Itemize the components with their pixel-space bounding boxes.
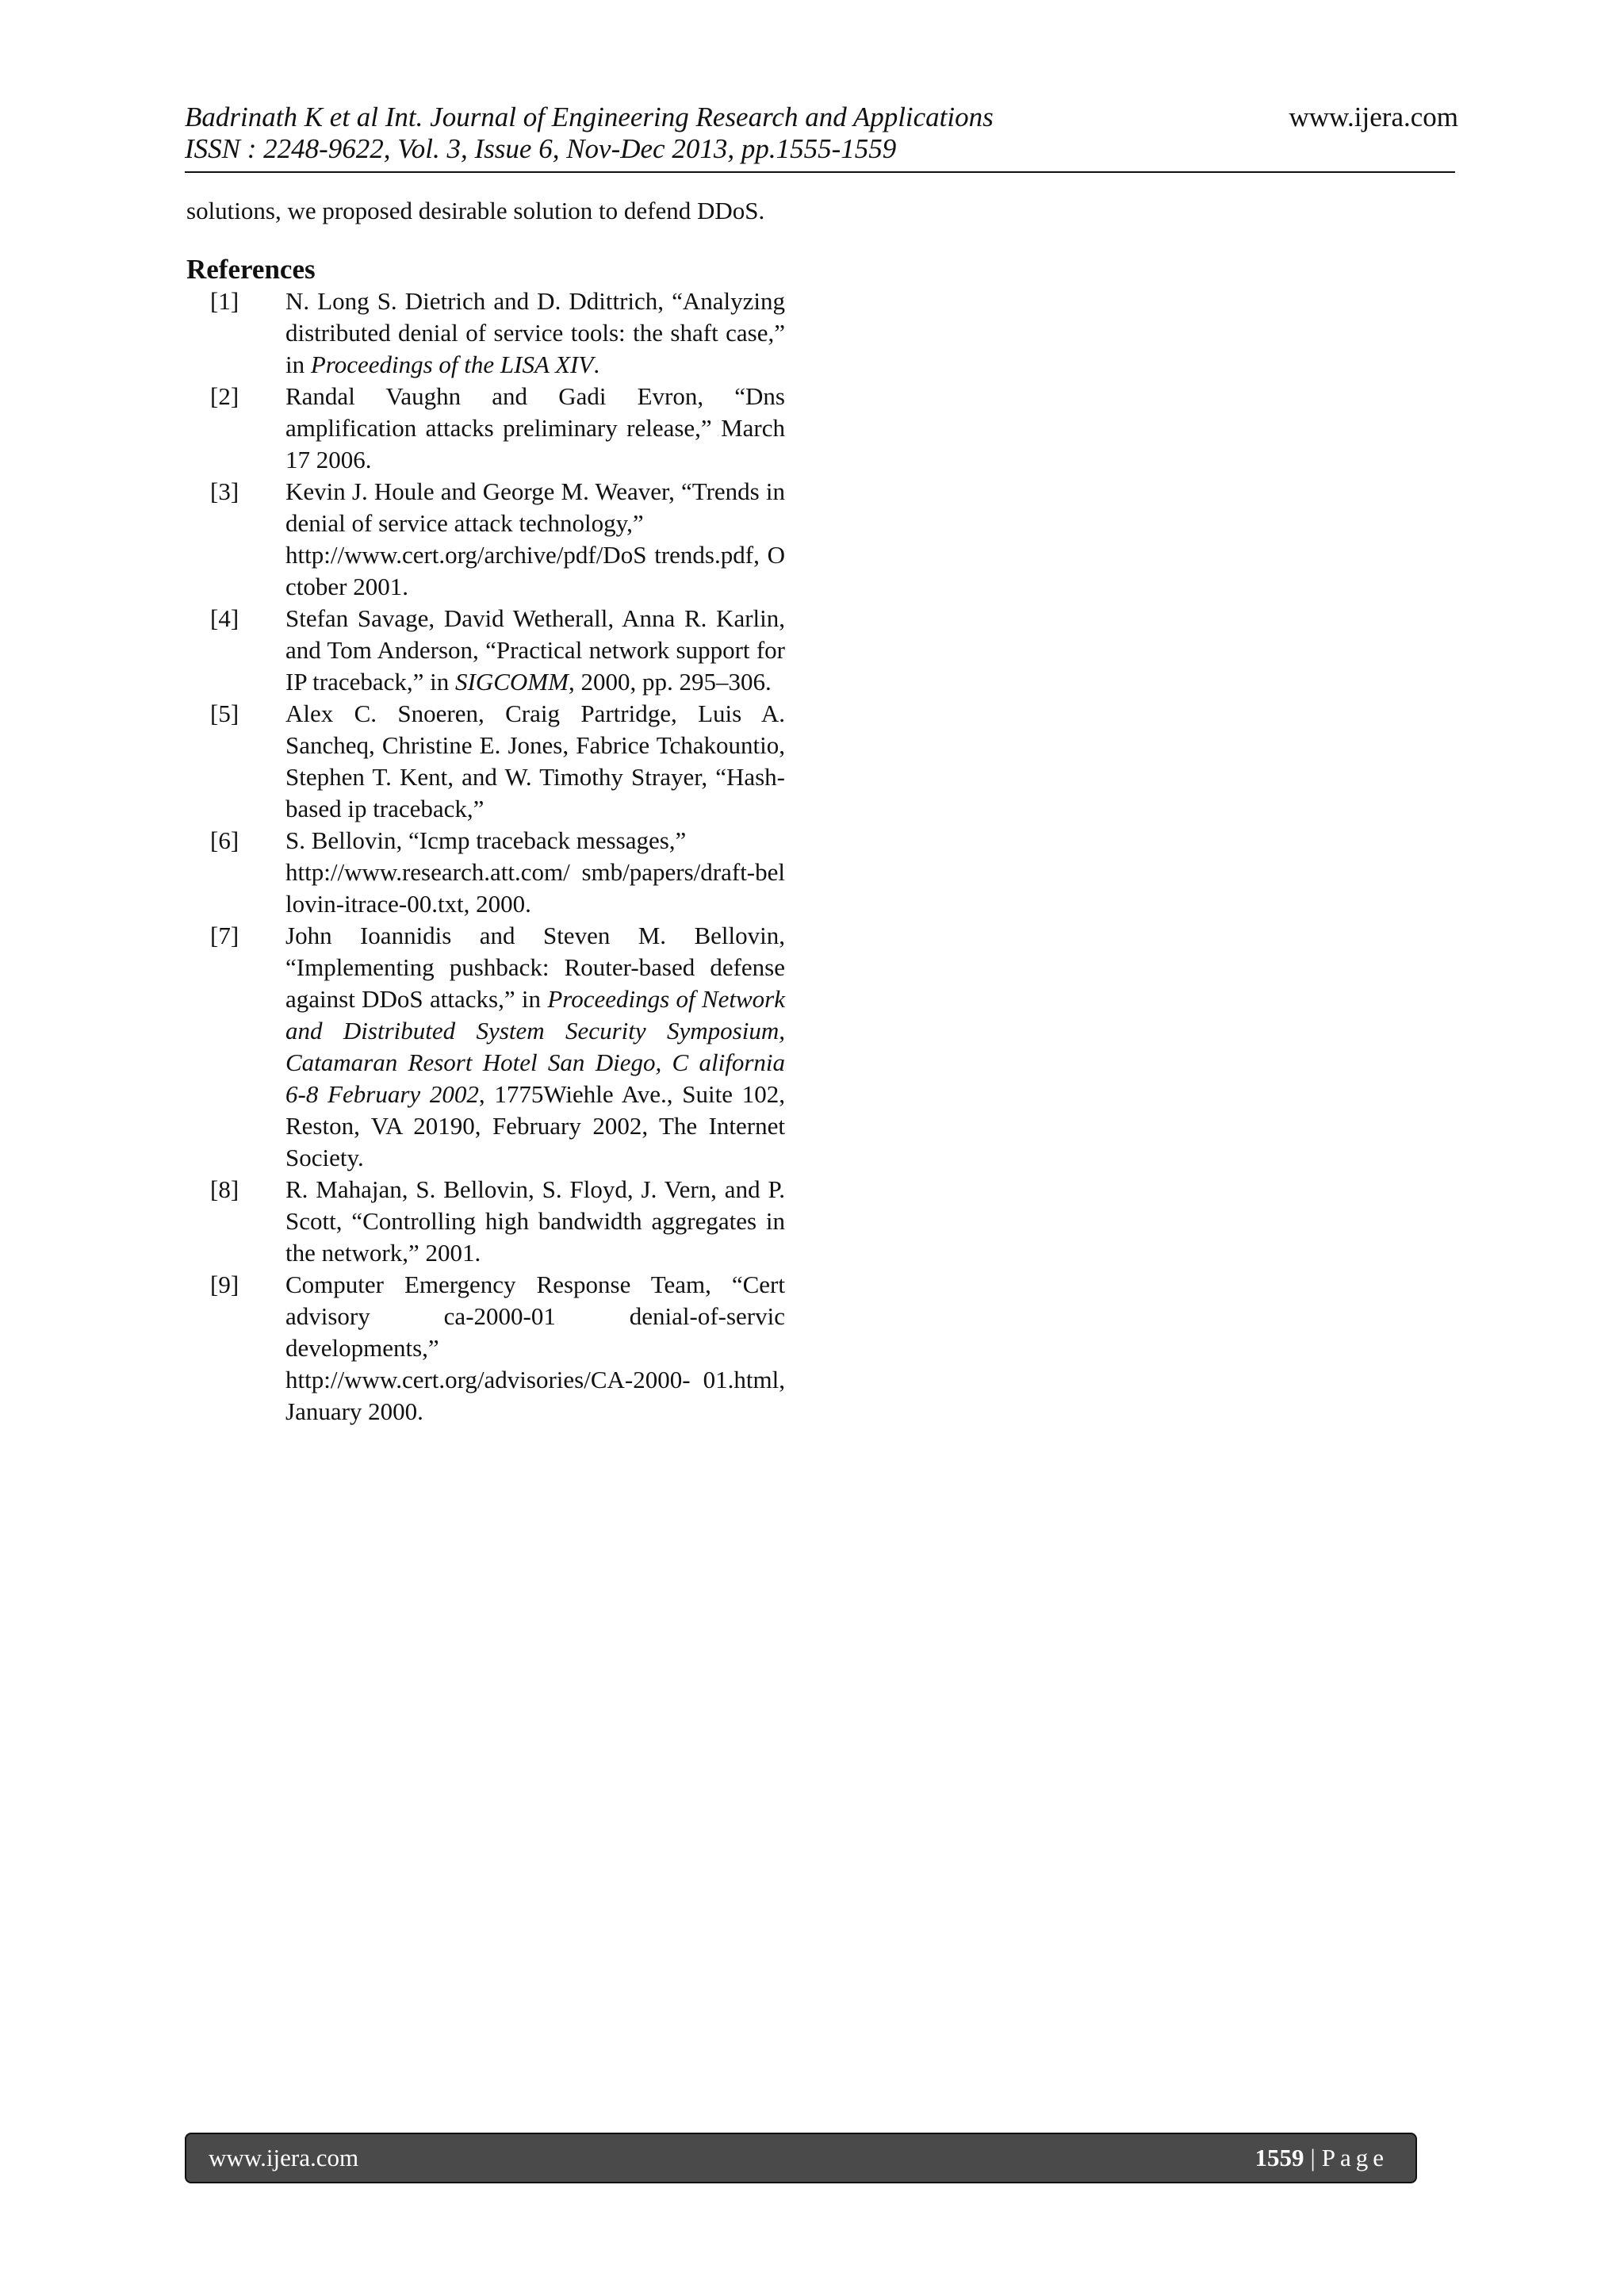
reference-number: [7] <box>210 922 239 949</box>
reference-number: [3] <box>210 477 239 505</box>
reference-venue: Proceedings of Network and Distributed System Security Symposium, Catamaran Resort Hotel San Diego, C alifornia 6-8 February 2002 <box>285 985 785 1108</box>
reference-body: S. Bellovin, “Icmp traceback messages,” <box>285 826 687 854</box>
reference-link[interactable]: http://www.cert.org/archive/pdf/DoS trends.pdf, October 2001. <box>285 541 785 600</box>
reference-number: [8] <box>210 1175 239 1203</box>
reference-item <box>186 286 785 381</box>
page-header <box>185 95 1458 173</box>
reference-venue: Proceedings of the LISA XIV <box>310 351 594 378</box>
reference-tail: , 2000, pp. 295–306. <box>568 668 772 696</box>
reference-text <box>285 286 785 381</box>
reference-text <box>285 476 785 603</box>
issn-line: ISSN : 2248-9622, Vol. 3, Issue 6, Nov-Dec 2013, pp.1555-1559 <box>185 133 897 164</box>
reference-item <box>186 1174 785 1269</box>
reference-text <box>285 603 785 698</box>
reference-link[interactable]: http://www.cert.org/advisories/CA-2000- 01.html, January 2000. <box>285 1366 785 1425</box>
reference-body: N. Long S. Dietrich and D. Ddittrich, “Analyzing distributed denial of service tools: the shaft case,” in <box>285 287 785 378</box>
page-separator: | <box>1310 2144 1316 2171</box>
reference-tail: . <box>593 351 600 378</box>
page-label: Page <box>1321 2144 1388 2171</box>
reference-number: [2] <box>210 382 239 410</box>
reference-item <box>186 476 785 603</box>
journal-url[interactable]: www.ijera.com <box>1289 102 1458 132</box>
header-divider <box>185 171 1455 173</box>
intro-paragraph: solutions, we proposed desirable solution to defend DDoS. <box>186 197 765 224</box>
reference-number: [9] <box>210 1271 239 1298</box>
reference-text <box>285 1269 785 1428</box>
references-heading: References <box>186 254 316 285</box>
reference-item <box>186 1269 785 1428</box>
reference-body: Randal Vaughn and Gadi Evron, “Dns amplification attacks preliminary release,” March 17 2006. <box>285 382 785 473</box>
reference-link[interactable]: http://www.research.att.com/ smb/papers/draft-bellovin-itrace-00.txt, 2000. <box>285 858 785 918</box>
reference-number: [1] <box>210 287 239 315</box>
journal-title: Badrinath K et al Int. Journal of Engineering Research and Applications <box>185 102 994 132</box>
reference-text <box>285 920 785 1174</box>
reference-text <box>285 698 785 825</box>
reference-item <box>186 825 785 920</box>
reference-body: Stefan Savage, David Wetherall, Anna R. Karlin, and Tom Anderson, “Practical network support for IP traceback,” in <box>285 604 785 696</box>
reference-text <box>285 825 785 920</box>
reference-body: Kevin J. Houle and George M. Weaver, “Trends in denial of service attack technology,” <box>285 477 785 537</box>
reference-number: [4] <box>210 604 239 632</box>
reference-text <box>285 1174 785 1269</box>
reference-body: Alex C. Snoeren, Craig Partridge, Luis A. Sancheq, Christine E. Jones, Fabrice Tchakountio, Stephen T. Kent, and W. Timothy Strayer, “Hash-based ip traceback,” <box>285 700 785 822</box>
page-footer <box>185 2133 1417 2183</box>
reference-item <box>186 698 785 825</box>
reference-venue: SIGCOMM <box>455 668 569 696</box>
footer-url[interactable]: www.ijera.com <box>209 2144 359 2171</box>
reference-list <box>186 286 785 1428</box>
page-indicator <box>1255 2142 1388 2174</box>
reference-item <box>186 381 785 476</box>
page-number: 1559 <box>1254 2144 1304 2171</box>
reference-text <box>285 381 785 476</box>
reference-number: [6] <box>210 826 239 854</box>
reference-body: John Ioannidis and Steven M. Bellovin, “Implementing pushback: Router-based defense against DDoS attacks,” in <box>285 922 785 1013</box>
reference-item <box>186 920 785 1174</box>
reference-body: R. Mahajan, S. Bellovin, S. Floyd, J. Vern, and P. Scott, “Controlling high bandwidth aggregates in the network,” 2001. <box>285 1175 785 1267</box>
reference-item <box>186 603 785 698</box>
reference-body: Computer Emergency Response Team, “Cert advisory ca-2000-01 denial-of-servic developments,” <box>285 1271 785 1362</box>
reference-number: [5] <box>210 700 239 727</box>
left-column <box>186 195 785 1428</box>
reference-tail: , 1775Wiehle Ave., Suite 102, Reston, VA 20190, February 2002, The Internet Society. <box>285 1080 786 1171</box>
